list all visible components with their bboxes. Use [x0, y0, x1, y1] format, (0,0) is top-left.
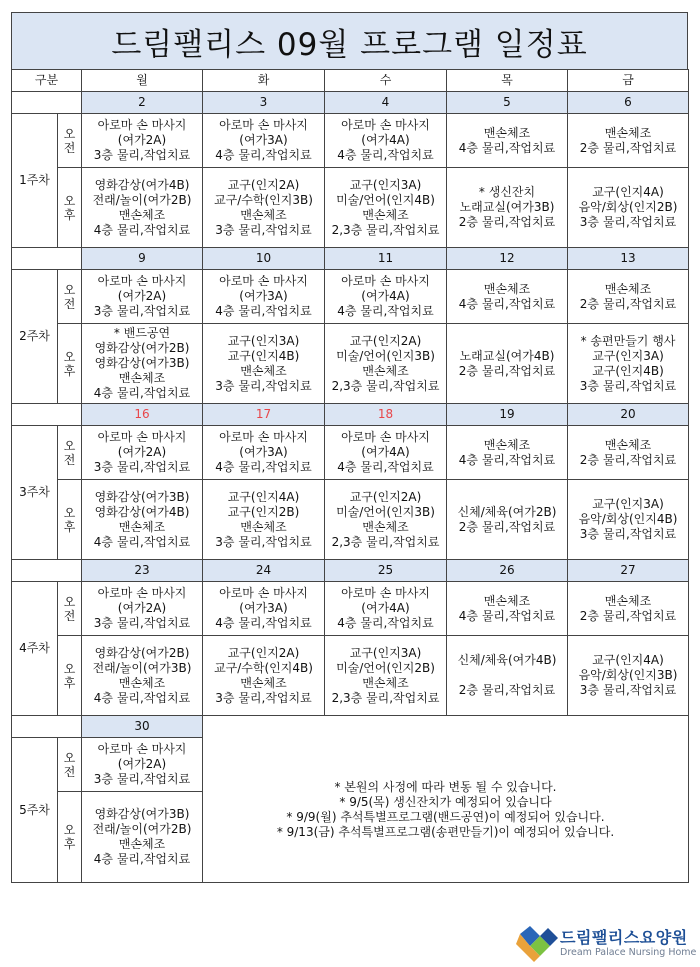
period-am-char: 오	[63, 750, 76, 765]
cell-line: 아로마 손 마사지	[341, 274, 430, 288]
cell-line: (여가2A)	[117, 289, 167, 303]
week-label: 1주차	[12, 114, 58, 248]
cell-line: 맨손체조	[240, 207, 287, 222]
note-line: * 9/13(금) 추석특별프로그램(송편만들기)이 예정되어 있습니다.	[276, 824, 615, 839]
period-am-char: 전	[63, 608, 76, 623]
cell-line: 2층 물리,작업치료	[579, 296, 677, 311]
period-pm-char: 후	[63, 207, 76, 222]
cell-line: 노래교실(여가4B)	[459, 348, 555, 363]
cell-line: 4층 물리,작업치료	[93, 852, 191, 866]
cell-line: 맨손체조	[118, 519, 166, 534]
cell-line: 맨손체조	[362, 519, 409, 534]
cell-line: 교구(인지4A)	[592, 653, 664, 667]
cell-line: 교구(인지4B)	[227, 348, 300, 363]
cell-line: 맨손체조	[362, 675, 409, 690]
period-pm-char: 오	[63, 349, 76, 364]
cell-line: 2층 물리,작업치료	[458, 363, 556, 378]
cell-line: 미술/언어(인지2B)	[336, 660, 435, 675]
cell-line: 3층 물리,작업치료	[93, 772, 191, 786]
cell-line: 교구(인지4B)	[592, 363, 664, 378]
program-cell	[568, 270, 689, 324]
cell-line: 아로마 손 마사지	[97, 742, 187, 756]
period-am	[58, 582, 82, 636]
program-cell	[82, 168, 203, 248]
program-cell	[82, 324, 203, 404]
program-cell	[447, 636, 568, 716]
cell-line: 맨손체조	[483, 593, 531, 608]
program-cell	[203, 582, 325, 636]
logo-heart-icon	[514, 924, 560, 964]
period-pm-char: 후	[63, 519, 76, 534]
am-row	[12, 114, 689, 168]
date-cell: 2	[82, 92, 203, 114]
notes-cell	[203, 738, 689, 883]
cell-line: (여가2A)	[117, 133, 167, 147]
header-day-wed: 수	[325, 70, 447, 92]
cell-line: 2,3층 물리,작업치료	[331, 378, 440, 393]
program-cell	[447, 324, 568, 404]
date-cell: 4	[325, 92, 447, 114]
cell-line: 3층 물리,작업치료	[93, 304, 191, 318]
notes	[203, 780, 688, 840]
period-am-char: 오	[63, 126, 76, 141]
cell-line: 교구/수학(인지3B)	[214, 192, 313, 207]
period-pm	[58, 792, 82, 883]
cell-line: 교구(인지3A)	[349, 645, 422, 660]
program-cell	[82, 114, 203, 168]
program-cell	[325, 636, 447, 716]
cell-line: 2층 물리,작업치료	[579, 452, 677, 467]
cell-line: 교구(인지3A)	[592, 497, 664, 511]
period-pm	[58, 636, 82, 716]
cell-line: * 밴드공연	[113, 326, 171, 340]
date-cell: 18	[325, 404, 447, 426]
program-cell	[82, 792, 203, 883]
cell-line: 교구/수학(인지4B)	[214, 660, 313, 675]
cell-line: 3층 물리,작업치료	[215, 222, 312, 237]
cell-line: 전래/놀이(여가2B)	[92, 192, 192, 207]
cell-line: 노래교실(여가3B)	[459, 200, 555, 214]
cell-line: (여가3A)	[239, 445, 288, 459]
program-cell	[82, 738, 203, 792]
cell-line: 신체/체육(여가2B)	[457, 504, 557, 519]
program-cell	[203, 480, 325, 560]
week-label: 3주차	[12, 426, 58, 560]
cell-line: (여가3A)	[239, 601, 288, 615]
cell-line: (여가3A)	[239, 133, 288, 147]
program-cell	[325, 582, 447, 636]
date-cell: 6	[568, 92, 689, 114]
period-pm-char: 오	[63, 661, 76, 676]
am-row	[12, 738, 689, 792]
date-row-blank	[12, 248, 82, 270]
program-cell	[325, 168, 447, 248]
program-cell	[447, 168, 568, 248]
period-pm	[58, 480, 82, 560]
program-cell	[568, 582, 689, 636]
cell-line: 4층 물리,작업치료	[93, 690, 191, 705]
program-cell	[82, 636, 203, 716]
cell-line: 교구(인지3A)	[227, 333, 300, 348]
cell-line: 맨손체조	[118, 675, 166, 690]
period-pm-char: 오	[63, 505, 76, 520]
cell-line: 영화감상(여가3B)	[94, 489, 190, 504]
cell-line: 음악/회상(인지3B)	[578, 668, 678, 682]
cell-line: 3층 물리,작업치료	[215, 378, 312, 393]
logo-name-en: Dream Palace Nursing Home	[560, 947, 697, 958]
date-row-blank	[203, 716, 689, 738]
pm-row	[12, 168, 689, 248]
date-cell: 20	[568, 404, 689, 426]
cell-line: 맨손체조	[240, 363, 287, 378]
cell-line: (여가4A)	[361, 601, 410, 615]
cell-line: 4층 물리,작업치료	[458, 140, 556, 155]
am-row	[12, 426, 689, 480]
cell-line: 교구(인지2B)	[227, 504, 300, 519]
am-row	[12, 270, 689, 324]
cell-line: 4층 물리,작업치료	[337, 460, 434, 474]
period-am-char: 오	[63, 438, 76, 453]
period-pm-char: 오	[63, 823, 76, 837]
date-row-blank	[12, 404, 82, 426]
cell-line: 교구(인지3A)	[349, 177, 422, 192]
cell-line: 3층 물리,작업치료	[215, 534, 312, 549]
cell-line: 아로마 손 마사지	[219, 586, 308, 600]
period-am-char: 전	[63, 452, 76, 467]
program-cell	[568, 636, 689, 716]
header-row	[12, 70, 689, 92]
program-cell	[325, 114, 447, 168]
cell-line: 3층 물리,작업치료	[215, 690, 312, 705]
cell-line: 2,3층 물리,작업치료	[331, 222, 440, 237]
program-cell	[568, 426, 689, 480]
header-gubun: 구분	[12, 70, 82, 92]
cell-line: 맨손체조	[118, 207, 166, 222]
date-cell: 16	[82, 404, 203, 426]
cell-line: 4층 물리,작업치료	[458, 608, 556, 623]
cell-line: 4층 물리,작업치료	[215, 304, 312, 318]
cell-line: 3층 물리,작업치료	[93, 616, 191, 630]
cell-line: 3층 물리,작업치료	[579, 683, 677, 697]
week-label: 2주차	[12, 270, 58, 404]
date-cell: 13	[568, 248, 689, 270]
program-cell	[568, 324, 689, 404]
cell-line: 맨손체조	[483, 125, 531, 140]
cell-line: 미술/언어(인지4B)	[336, 192, 435, 207]
cell-line: 4층 물리,작업치료	[215, 616, 312, 630]
cell-line: 영화감상(여가3B)	[94, 807, 190, 821]
pm-row	[12, 480, 689, 560]
cell-line: 미술/언어(인지3B)	[336, 348, 435, 363]
cell-line: 3층 물리,작업치료	[93, 460, 191, 474]
pm-row	[12, 636, 689, 716]
date-cell: 17	[203, 404, 325, 426]
date-row	[12, 92, 689, 114]
program-cell	[203, 114, 325, 168]
cell-line: 3층 물리,작업치료	[93, 148, 191, 162]
cell-line: 4층 물리,작업치료	[458, 452, 556, 467]
program-cell	[447, 480, 568, 560]
cell-line: 2층 물리,작업치료	[458, 215, 556, 229]
cell-line: 맨손체조	[118, 371, 166, 385]
cell-line: 영화감상(여가4B)	[94, 504, 190, 519]
cell-line: * 생신잔치	[478, 185, 536, 199]
cell-line: 맨손체조	[604, 125, 652, 140]
cell-line: 4층 물리,작업치료	[93, 222, 191, 237]
logo	[514, 924, 696, 964]
cell-line: 맨손체조	[604, 281, 652, 296]
cell-line: 영화감상(여가4B)	[94, 177, 190, 192]
program-cell	[203, 270, 325, 324]
date-cell: 26	[447, 560, 568, 582]
date-row	[12, 404, 689, 426]
cell-line: 2층 물리,작업치료	[458, 519, 556, 534]
header-day-mon: 월	[82, 70, 203, 92]
cell-line: (여가2A)	[117, 757, 167, 771]
cell-line	[447, 668, 567, 683]
cell-line: 신체/체육(여가4B)	[457, 653, 557, 667]
cell-line: 아로마 손 마사지	[341, 118, 430, 132]
am-row	[12, 582, 689, 636]
program-cell	[325, 270, 447, 324]
cell-line: 아로마 손 마사지	[97, 430, 187, 444]
cell-line: 교구(인지4A)	[592, 185, 664, 199]
cell-line: 2층 물리,작업치료	[458, 683, 556, 697]
cell-line: 아로마 손 마사지	[97, 586, 187, 600]
cell-line: 맨손체조	[362, 207, 409, 222]
week-label: 4주차	[12, 582, 58, 716]
cell-line: 아로마 손 마사지	[97, 274, 187, 288]
date-cell: 3	[203, 92, 325, 114]
date-cell: 23	[82, 560, 203, 582]
cell-line: (여가2A)	[117, 601, 167, 615]
cell-line: 맨손체조	[118, 837, 166, 851]
date-cell: 25	[325, 560, 447, 582]
period-am-char: 전	[63, 140, 76, 155]
cell-line: 4층 물리,작업치료	[93, 386, 191, 400]
program-cell	[325, 324, 447, 404]
cell-line: 아로마 손 마사지	[97, 118, 187, 132]
cell-line: 4층 물리,작업치료	[337, 616, 434, 630]
date-cell: 24	[203, 560, 325, 582]
cell-line: 영화감상(여가2B)	[94, 645, 190, 660]
period-pm-char: 오	[63, 193, 76, 208]
cell-line: 2층 물리,작업치료	[579, 608, 677, 623]
week-label: 5주차	[12, 738, 58, 883]
period-pm	[58, 324, 82, 404]
period-am-char: 전	[63, 296, 76, 311]
date-cell: 30	[82, 716, 203, 738]
program-cell	[447, 270, 568, 324]
cell-line: 맨손체조	[483, 281, 531, 296]
pm-row	[12, 324, 689, 404]
cell-line: 3층 물리,작업치료	[579, 378, 677, 393]
date-cell: 11	[325, 248, 447, 270]
program-cell	[447, 582, 568, 636]
cell-line: (여가3A)	[239, 289, 288, 303]
cell-line: 2,3층 물리,작업치료	[331, 534, 440, 549]
cell-line: 교구(인지4A)	[227, 489, 300, 504]
program-cell	[447, 114, 568, 168]
cell-line: 전래/놀이(여가3B)	[92, 660, 192, 675]
cell-line: 2층 물리,작업치료	[579, 140, 677, 155]
cell-line: 3층 물리,작업치료	[579, 527, 677, 541]
cell-line: 교구(인지3A)	[592, 348, 664, 363]
program-cell	[203, 636, 325, 716]
cell-line: 교구(인지2A)	[227, 177, 300, 192]
cell-line: (여가2A)	[117, 445, 167, 459]
cell-line: 4층 물리,작업치료	[215, 148, 312, 162]
program-cell	[82, 270, 203, 324]
cell-line: 맨손체조	[362, 363, 409, 378]
cell-line: * 송편만들기 행사	[580, 333, 676, 348]
date-row	[12, 716, 689, 738]
cell-line: (여가4A)	[361, 445, 410, 459]
program-cell	[568, 114, 689, 168]
cell-line: 아로마 손 마사지	[341, 586, 430, 600]
program-cell	[568, 480, 689, 560]
period-am-char: 오	[63, 594, 76, 609]
period-am	[58, 114, 82, 168]
cell-line: 교구(인지2A)	[349, 333, 422, 348]
program-cell	[82, 426, 203, 480]
cell-line: 2,3층 물리,작업치료	[331, 690, 440, 705]
date-row-blank	[12, 92, 82, 114]
program-cell	[203, 426, 325, 480]
cell-line: 맨손체조	[240, 519, 287, 534]
cell-line: 4층 물리,작업치료	[458, 296, 556, 311]
cell-line: 아로마 손 마사지	[219, 118, 308, 132]
cell-line: 음악/회상(인지2B)	[578, 200, 678, 214]
program-cell	[325, 480, 447, 560]
date-row	[12, 560, 689, 582]
cell-line: 맨손체조	[240, 675, 287, 690]
period-am	[58, 270, 82, 324]
program-cell	[203, 324, 325, 404]
program-cell	[447, 426, 568, 480]
period-am	[58, 426, 82, 480]
cell-line: (여가4A)	[361, 133, 410, 147]
date-row	[12, 248, 689, 270]
cell-line: 아로마 손 마사지	[219, 274, 308, 288]
cell-line: 교구(인지2A)	[349, 489, 422, 504]
cell-line: 음악/회상(인지4B)	[578, 512, 678, 526]
header-day-tue: 화	[203, 70, 325, 92]
logo-name-ko: 드림팰리스요양원	[560, 928, 688, 947]
cell-line: (여가4A)	[361, 289, 410, 303]
program-cell	[203, 168, 325, 248]
date-row-blank	[12, 716, 82, 738]
program-cell	[325, 426, 447, 480]
cell-line: 아로마 손 마사지	[219, 430, 308, 444]
header-day-fri: 금	[568, 70, 689, 92]
date-cell: 5	[447, 92, 568, 114]
note-line: * 9/5(목) 생신잔치가 예정되어 있습니다	[339, 794, 552, 809]
program-cell	[568, 168, 689, 248]
cell-line: 맨손체조	[483, 437, 531, 452]
date-cell: 27	[568, 560, 689, 582]
cell-line: 영화감상(여가3B)	[94, 356, 190, 370]
note-line: * 9/9(월) 추석특별프로그램(밴드공연)이 예정되어 있습니다.	[286, 809, 605, 824]
date-row-blank	[12, 560, 82, 582]
cell-line: 4층 물리,작업치료	[337, 304, 434, 318]
period-am	[58, 738, 82, 792]
period-pm-char: 후	[63, 837, 76, 851]
program-cell	[82, 582, 203, 636]
cell-line: 맨손체조	[604, 593, 652, 608]
cell-line: 4층 물리,작업치료	[337, 148, 434, 162]
cell-line: 전래/놀이(여가2B)	[92, 822, 192, 836]
date-cell: 12	[447, 248, 568, 270]
cell-line: 맨손체조	[604, 437, 652, 452]
cell-line: 4층 물리,작업치료	[93, 534, 191, 549]
logo-text	[560, 929, 696, 959]
cell-line: 3층 물리,작업치료	[579, 215, 677, 229]
cell-line: 미술/언어(인지3B)	[336, 504, 435, 519]
cell-line: 영화감상(여가2B)	[94, 341, 190, 355]
date-cell: 10	[203, 248, 325, 270]
period-pm-char: 후	[63, 363, 76, 378]
date-cell: 9	[82, 248, 203, 270]
page-title: 드림팰리스 09월 프로그램 일정표	[11, 12, 688, 69]
period-pm	[58, 168, 82, 248]
header-day-thu: 목	[447, 70, 568, 92]
period-pm-char: 후	[63, 675, 76, 690]
cell-line: 4층 물리,작업치료	[215, 460, 312, 474]
schedule-sheet	[11, 12, 688, 883]
note-line: * 본원의 사정에 따라 변동 될 수 있습니다.	[334, 779, 557, 794]
cell-line: 교구(인지2A)	[227, 645, 300, 660]
cell-line: 아로마 손 마사지	[341, 430, 430, 444]
program-cell	[82, 480, 203, 560]
period-am-char: 오	[63, 282, 76, 297]
period-am-char: 전	[63, 764, 76, 779]
date-cell: 19	[447, 404, 568, 426]
schedule-table	[11, 69, 689, 883]
